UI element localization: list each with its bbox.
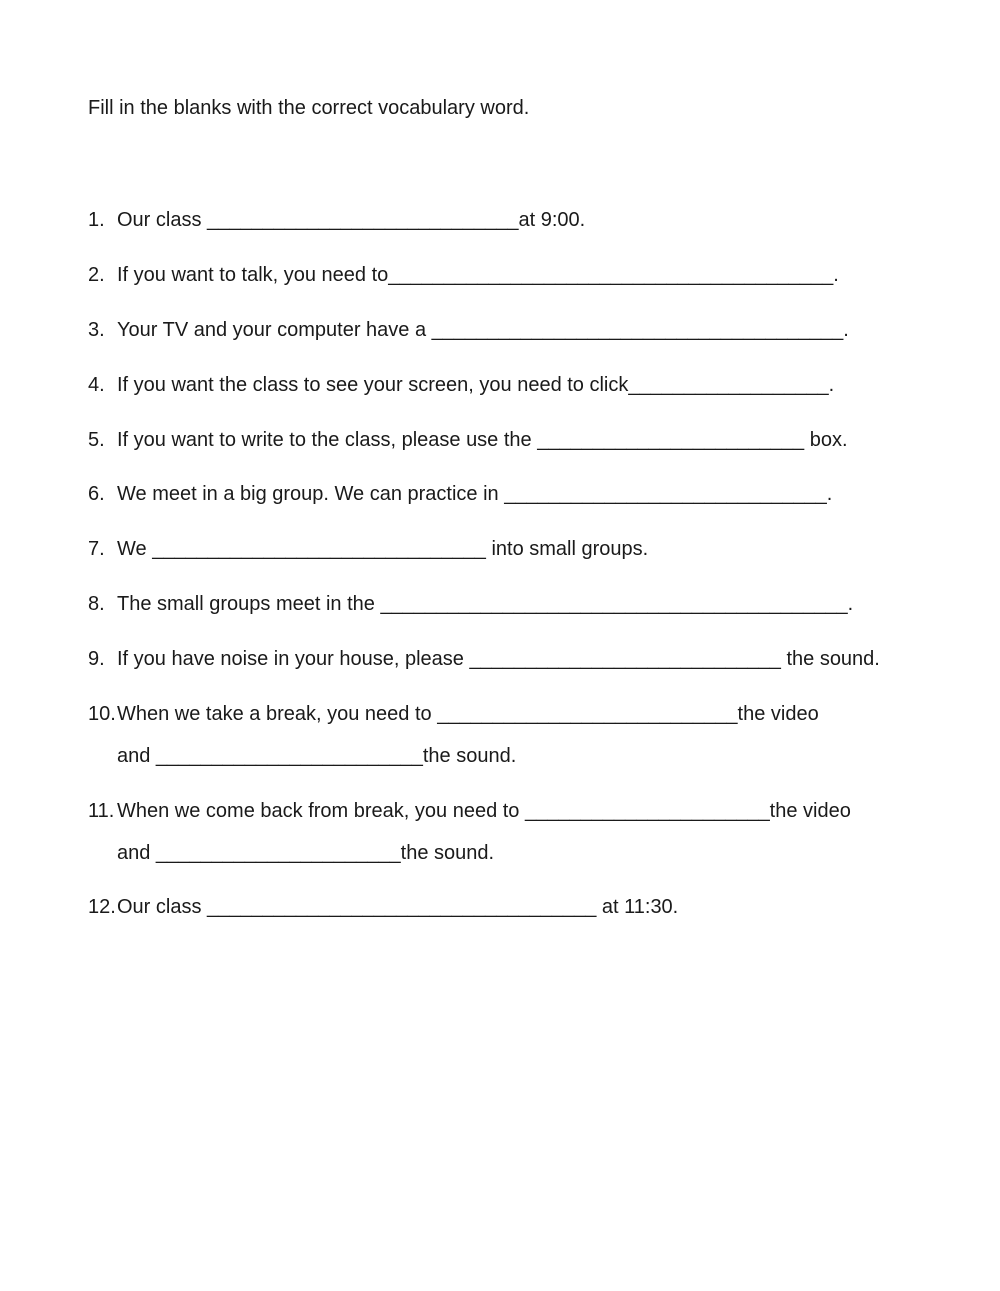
question-number: 5. (88, 429, 105, 451)
question-number: 12. (88, 896, 116, 918)
question-text: If you want to talk, you need to________________________________________. (117, 264, 839, 286)
question-text: When we take a break, you need to ___________________________the video (117, 703, 819, 725)
question-number: 7. (88, 538, 105, 560)
question-text: We ______________________________ into small groups. (117, 538, 649, 560)
question-text: Our class ____________________________at 9:00. (117, 209, 586, 231)
question-text: If you want to write to the class, please use the ________________________ box. (117, 429, 848, 451)
question-number: 9. (88, 648, 105, 670)
question-number: 3. (88, 319, 105, 341)
worksheet-instructions: Fill in the blanks with the correct vocabulary word. (88, 97, 530, 119)
question-text: If you have noise in your house, please ____________________________ the sound. (117, 648, 880, 670)
question-number: 4. (88, 374, 105, 396)
question-number: 2. (88, 264, 105, 286)
question-text: The small groups meet in the __________________________________________. (117, 593, 854, 615)
question-text-continued: and ________________________the sound. (117, 745, 517, 767)
question-text: We meet in a big group. We can practice in _____________________________. (117, 483, 833, 505)
question-text: When we come back from break, you need to ______________________the video (117, 800, 851, 822)
question-text: Our class ___________________________________ at 11:30. (117, 896, 679, 918)
question-number: 1. (88, 209, 105, 231)
question-text: If you want the class to see your screen, you need to click__________________. (117, 374, 835, 396)
question-text: Your TV and your computer have a _____________________________________. (117, 319, 849, 341)
question-text-continued: and ______________________the sound. (117, 842, 495, 864)
question-number: 10. (88, 703, 116, 725)
question-number: 6. (88, 483, 105, 505)
question-number: 11. (88, 800, 115, 822)
question-number: 8. (88, 593, 105, 615)
